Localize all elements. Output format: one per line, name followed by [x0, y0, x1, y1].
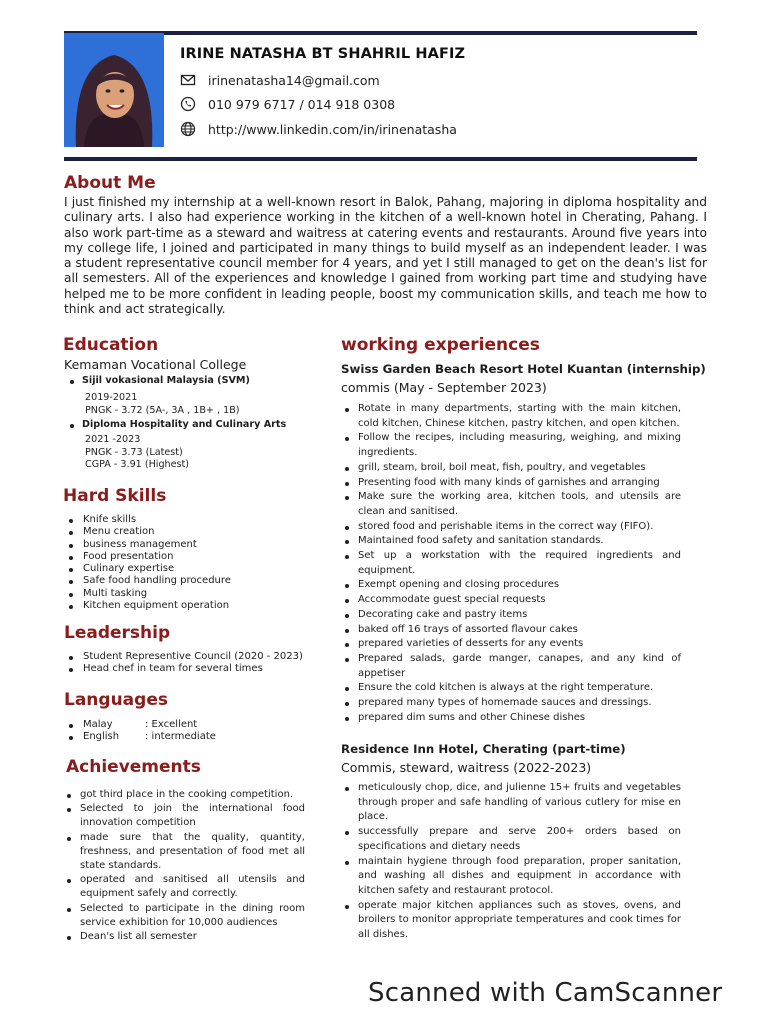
languages-heading: Languages [64, 690, 168, 710]
list-item: Food presentation [64, 551, 231, 563]
list-item: Multi tasking [64, 588, 231, 600]
college-name: Kemaman Vocational College [64, 357, 247, 372]
job-duties-list [341, 402, 681, 725]
list-item: Safe food handling procedure [64, 575, 231, 587]
degree-svm-years: 2019-2021 [85, 392, 138, 403]
list-item: Head chef in team for several times [64, 663, 303, 675]
education-heading: Education [63, 335, 159, 355]
job-role: commis (May - September 2023) [341, 380, 547, 395]
phone-icon [180, 96, 196, 112]
email-row [180, 72, 380, 88]
leadership-heading: Leadership [64, 623, 171, 643]
list-item: Prepared salads, garde manger, canapes, and any kind of appetiser [341, 652, 681, 681]
language-level: : intermediate [145, 731, 216, 743]
email-icon [180, 72, 196, 88]
degree-diploma-grade: PNGK - 3.73 (Latest) [85, 446, 183, 458]
list-item: Make sure the working area, kitchen tools, and utensils are clean and sanitised. [341, 490, 681, 519]
list-item: Follow the recipes, including measuring, weighing, and mixing ingredients. [341, 431, 681, 460]
list-item: Dean's list all semester [64, 930, 305, 944]
job-company: Swiss Garden Beach Resort Hotel Kuantan (internship) [341, 362, 706, 376]
about-heading: About Me [64, 173, 156, 193]
achievements-list [64, 788, 305, 944]
phone-number: 010 979 6717 / 014 918 0308 [208, 96, 396, 112]
job-duties-list [341, 781, 681, 943]
list-item: Exempt opening and closing procedures [341, 578, 681, 593]
list-item: baked off 16 trays of assorted flavour cakes [341, 623, 681, 638]
list-item: prepared many types of homemade sauces and dressings. [341, 696, 681, 711]
scanner-watermark: Scanned with CamScanner [368, 978, 723, 1008]
list-item: stored food and perishable items in the correct way (FIFO). [341, 520, 681, 535]
list-item: Kitchen equipment operation [64, 600, 231, 612]
list-item: Menu creation [64, 526, 231, 538]
degree-diploma-grade: CGPA - 3.91 (Highest) [85, 459, 190, 470]
leadership-list [64, 651, 303, 676]
job-role: Commis, steward, waitress (2022-2023) [341, 760, 592, 775]
hard-skills-list [64, 514, 231, 612]
list-item: Selected to participate in the dining room service exhibition for 10,000 audiences [64, 902, 305, 930]
list-item: prepared dim sums and other Chinese dishes [341, 711, 681, 726]
degree-svm-grade: PNGK - 3.72 (5A-, 3A , 1B+ , 1B) [85, 404, 240, 416]
linkedin-row [180, 121, 457, 137]
list-item: prepared varieties of desserts for any events [341, 637, 681, 652]
list-item: Knife skills [64, 514, 231, 526]
language-level: : Excellent [145, 719, 198, 730]
list-item: Presenting food with many kinds of garnishes and arranging [341, 476, 681, 491]
degree-diploma-years: 2021 -2023 [85, 434, 141, 445]
list-item: Ensure the cold kitchen is always at the right temperature. [341, 681, 681, 696]
language-name: English [83, 731, 120, 743]
list-item: Maintained food safety and sanitation standards. [341, 534, 681, 549]
hard-skills-heading: Hard Skills [63, 486, 167, 506]
list-item: operated and sanitised all utensils and equipment safely and correctly. [64, 873, 305, 901]
list-item: Student Representive Council (2020 - 2023) [64, 651, 303, 663]
list-item: grill, steam, broil, boil meat, fish, poultry, and vegetables [341, 461, 681, 476]
list-item: Set up a workstation with the required ingredients and equipment. [341, 549, 681, 578]
list-item: maintain hygiene through food preparation, proper sanitation, and washing all dishes and equipment in accordance with kitchen safety and restaurant protocol. [341, 855, 681, 899]
linkedin-link[interactable]: http://www.linkedin.com/in/irinenatasha [208, 121, 457, 137]
email-link[interactable]: irinenatasha14@gmail.com [208, 72, 380, 88]
list-item: made sure that the quality, quantity, freshness, and presentation of food met all state standards. [64, 831, 305, 874]
list-item: Decorating cake and pastry items [341, 608, 681, 623]
globe-icon [180, 121, 196, 137]
header-divider [64, 157, 697, 161]
degree-diploma-details [85, 434, 189, 472]
achievements-heading: Achievements [66, 757, 201, 777]
degree-diploma: Diploma Hospitality and Culinary Arts [66, 419, 286, 430]
list-item: operate major kitchen appliances such as stoves, ovens, and broilers to monitor appropriate temperatures and cook times for all dishes. [341, 899, 681, 943]
degree-svm: Sijil vokasional Malaysia (SVM) [66, 375, 250, 386]
list-item [64, 719, 216, 731]
languages-list [64, 719, 216, 744]
language-name: Malay [83, 719, 113, 730]
about-text: I just finished my internship at a well-known resort in Balok, Pahang, majoring in diploma hospitality and culinary arts. I also had experience working in the kitchen of a well-known hotel in Cherating, Pahang. I also work part-time as a steward and waitress at catering events and restaurants. Around five years into my college life, I joined and participated in many things to build myself as an independent leader. I was a student representative council member for 4 years, and yet I still managed to get on the dean's list for all semesters. All of the experiences and knowledge I gained from working part time and studying have helped me to be more confident in leading people, boost my communication skills, and teach me how to think and act strategically. [64, 195, 707, 317]
list-item: successfully prepare and serve 200+ orders based on specifications and dietary needs [341, 825, 681, 854]
list-item: meticulously chop, dice, and julienne 15+ fruits and vegetables through proper and safe handling of various cutlery for mise en place. [341, 781, 681, 825]
list-item: Accommodate guest special requests [341, 593, 681, 608]
list-item [64, 731, 216, 743]
list-item: got third place in the cooking competition. [64, 788, 305, 802]
candidate-name: IRINE NATASHA BT SHAHRIL HAFIZ [180, 46, 466, 62]
list-item: Rotate in many departments, starting with the main kitchen, cold kitchen, Chinese kitchen, pastry kitchen, and open kitchen. [341, 402, 681, 431]
degree-svm-details [85, 392, 240, 417]
experience-heading: working experiences [341, 335, 540, 355]
list-item: Culinary expertise [64, 563, 231, 575]
list-item: business management [64, 539, 231, 551]
job-company: Residence Inn Hotel, Cherating (part-time) [341, 742, 626, 756]
phone-row [180, 96, 395, 112]
profile-photo [64, 33, 164, 147]
list-item: Selected to join the international food innovation competition [64, 802, 305, 830]
